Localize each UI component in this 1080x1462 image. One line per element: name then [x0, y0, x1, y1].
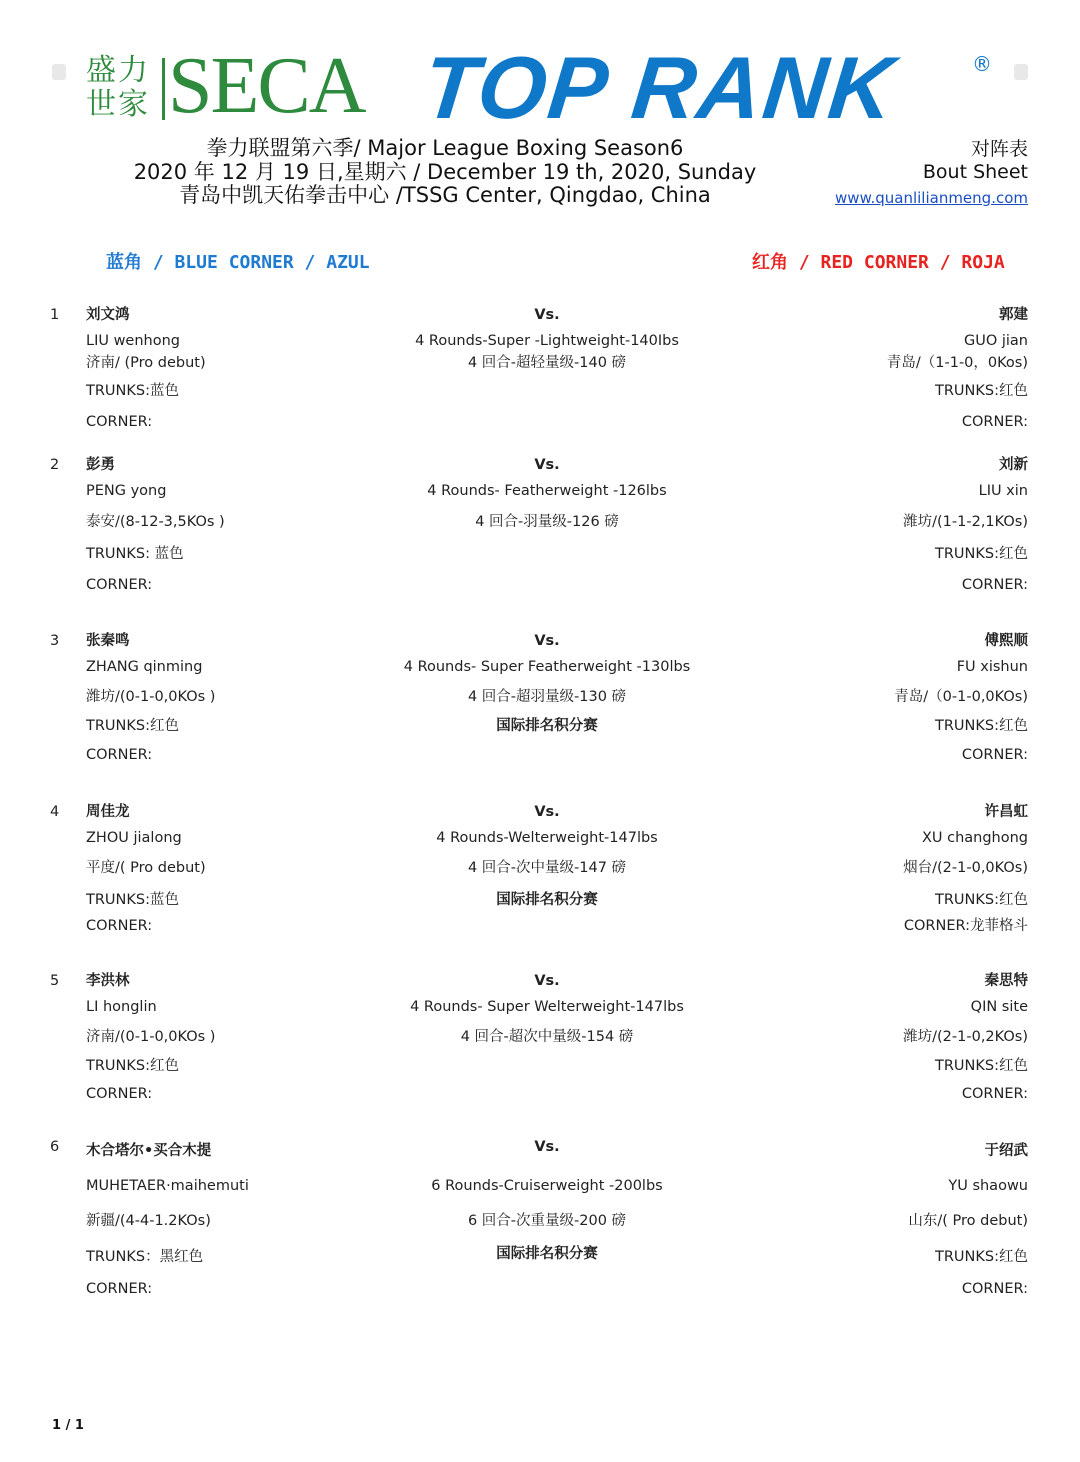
bout-info-en: 4 Rounds- Super Welterweight-147lbs: [410, 999, 684, 1015]
bout-info-en: 4 Rounds- Super Featherweight -130lbs: [403, 659, 691, 675]
blue-fighter-name-en: ZHANG qinming: [86, 659, 203, 675]
blue-fighter-name-en: ZHOU jialong: [86, 830, 182, 846]
blue-fighter-record: 泰安/(8-12-3,5KOs ): [86, 514, 225, 530]
bout-info-en: 4 Rounds-Super -Lightweight-140Ibs: [415, 333, 679, 349]
blue-corner-team: CORNER:: [86, 577, 153, 593]
event-venue: 青岛中凯天佑拳击中心 /TSSG Center, Qingdao, China: [179, 183, 711, 207]
blue-trunks: TRUNKS:红色: [86, 1058, 179, 1074]
blue-fighter-name-cn: 周佳龙: [86, 804, 130, 820]
red-fighter-name-en: GUO jian: [963, 333, 1028, 349]
red-trunks: TRUNKS:红色: [935, 1249, 1028, 1265]
ranking-label: 国际排名积分赛: [496, 718, 598, 734]
bout-number: 4: [50, 804, 60, 820]
seca-logo-chinese: 盛力世家: [86, 53, 150, 122]
blue-fighter-name-en: MUHETAER·maihemuti: [86, 1178, 249, 1194]
blue-trunks: TRUNKS:红色: [86, 718, 179, 734]
bout-info-en: 4 Rounds- Featherweight -126lbs: [427, 483, 667, 499]
blue-trunks: TRUNKS: 蓝色: [86, 546, 184, 562]
vs-label: Vs.: [534, 457, 560, 473]
red-trunks: TRUNKS:红色: [935, 383, 1028, 399]
red-corner-header: 红角 / RED CORNER / ROJA: [752, 252, 1005, 273]
bout-info-cn: 4 回合-次中量级-147 磅: [467, 860, 627, 876]
red-fighter-name-cn: 刘新: [999, 457, 1028, 473]
ranking-label: 国际排名积分赛: [496, 1246, 598, 1262]
file-icon: [1014, 64, 1028, 80]
red-fighter-name-cn: 秦思特: [984, 973, 1028, 989]
red-corner-team: CORNER:龙菲格斗: [903, 918, 1028, 934]
blue-fighter-name-en: PENG yong: [86, 483, 167, 499]
seca-logo: SECA: [168, 42, 365, 130]
bout-number: 6: [50, 1139, 60, 1155]
bout-info-cn: 4 回合-超次中量级-154 磅: [460, 1029, 634, 1045]
red-fighter-name-cn: 许昌虹: [984, 804, 1028, 820]
bout-number: 1: [50, 307, 60, 323]
vs-label: Vs.: [534, 804, 560, 820]
page-number: 1 / 1: [52, 1418, 84, 1433]
vs-label: Vs.: [534, 973, 560, 989]
red-trunks: TRUNKS:红色: [935, 1058, 1028, 1074]
red-trunks: TRUNKS:红色: [935, 718, 1028, 734]
file-icon: [52, 64, 66, 80]
red-fighter-record: 潍坊/(2-1-0,2KOs): [903, 1029, 1028, 1045]
red-corner-team: CORNER:: [961, 747, 1028, 763]
ranking-label: 国际排名积分赛: [496, 892, 598, 908]
blue-corner-team: CORNER:: [86, 1281, 153, 1297]
bout-number: 2: [50, 457, 60, 473]
red-fighter-name-en: LIU xin: [978, 483, 1028, 499]
vs-label: Vs.: [534, 1139, 560, 1155]
red-trunks: TRUNKS:红色: [935, 546, 1028, 562]
blue-fighter-name-cn: 刘文鸿: [86, 307, 130, 323]
bout-info-cn: 6 回合-次重量级-200 磅: [467, 1213, 627, 1229]
blue-trunks: TRUNKS:蓝色: [86, 892, 179, 908]
red-fighter-name-cn: 于绍武: [984, 1143, 1028, 1159]
blue-fighter-record: 济南/(0-1-0,0KOs ): [86, 1029, 216, 1045]
bout-info-cn: 4 回合-羽量级-126 磅: [475, 514, 619, 530]
blue-corner-header: 蓝角 / BLUE CORNER / AZUL: [106, 252, 370, 273]
blue-fighter-name-cn: 李洪林: [86, 973, 130, 989]
blue-fighter-name-cn: 张秦鸣: [86, 633, 130, 649]
blue-fighter-record: 平度/( Pro debut): [86, 860, 206, 876]
red-fighter-record: 潍坊/(1-1-2,1KOs): [903, 514, 1028, 530]
event-title: 拳力联盟第六季/ Major League Boxing Season6: [206, 136, 684, 160]
blue-corner-team: CORNER:: [86, 1086, 153, 1102]
red-corner-team: CORNER:: [961, 1086, 1028, 1102]
blue-trunks: TRUNKS：黑红色: [86, 1249, 204, 1265]
sheet-title-en: Bout Sheet: [922, 161, 1028, 183]
bout-info-cn: 4 回合-超轻量级-140 磅: [467, 355, 627, 371]
red-fighter-record: 烟台/(2-1-0,0KOs): [903, 860, 1028, 876]
red-corner-team: CORNER:: [961, 414, 1028, 430]
red-fighter-record: 青岛/（0-1-0,0KOs): [894, 689, 1028, 705]
red-trunks: TRUNKS:红色: [935, 892, 1028, 908]
registered-mark: ®: [972, 52, 992, 76]
red-fighter-name-en: YU shaowu: [948, 1178, 1028, 1194]
bout-info-en: 6 Rounds-Cruiserweight -200lbs: [431, 1178, 663, 1194]
bout-number: 5: [50, 973, 60, 989]
sheet-title-cn: 对阵表: [970, 138, 1028, 160]
blue-fighter-record: 济南/ (Pro debut): [86, 355, 206, 371]
red-fighter-name-cn: 郭建: [999, 307, 1028, 323]
bout-info-cn: 4 回合-超羽量级-130 磅: [467, 689, 627, 705]
top-rank-logo: TOP RANK: [418, 38, 900, 137]
seca-logo-divider: [162, 58, 165, 120]
blue-fighter-record: 新疆/(4-4-1.2KOs): [86, 1213, 211, 1229]
red-fighter-name-en: FU xishun: [956, 659, 1028, 675]
red-fighter-name-en: XU changhong: [921, 830, 1028, 846]
blue-trunks: TRUNKS:蓝色: [86, 383, 179, 399]
blue-fighter-name-cn: 木合塔尔•买合木提: [86, 1143, 212, 1159]
red-fighter-record: 山东/( Pro debut): [908, 1213, 1028, 1229]
event-date: 2020 年 12 月 19 日,星期六 / December 19 th, 2020, Sunday: [133, 160, 757, 184]
red-fighter-name-cn: 傅熙顺: [984, 633, 1028, 649]
bout-info-en: 4 Rounds-Welterweight-147lbs: [436, 830, 658, 846]
vs-label: Vs.: [534, 307, 560, 323]
red-corner-team: CORNER:: [961, 1281, 1028, 1297]
red-fighter-record: 青岛/（1-1-0，0Kos): [886, 355, 1028, 371]
red-fighter-name-en: QIN site: [970, 999, 1028, 1015]
blue-fighter-name-en: LIU wenhong: [86, 333, 181, 349]
blue-corner-team: CORNER:: [86, 747, 153, 763]
bout-number: 3: [50, 633, 60, 649]
blue-fighter-record: 潍坊/(0-1-0,0KOs ): [86, 689, 216, 705]
blue-fighter-name-cn: 彭勇: [86, 457, 115, 473]
website-link[interactable]: www.quanlilianmeng.com: [835, 189, 1028, 207]
blue-corner-team: CORNER:: [86, 918, 153, 934]
blue-fighter-name-en: LI honglin: [86, 999, 157, 1015]
blue-corner-team: CORNER:: [86, 414, 153, 430]
red-corner-team: CORNER:: [961, 577, 1028, 593]
vs-label: Vs.: [534, 633, 560, 649]
